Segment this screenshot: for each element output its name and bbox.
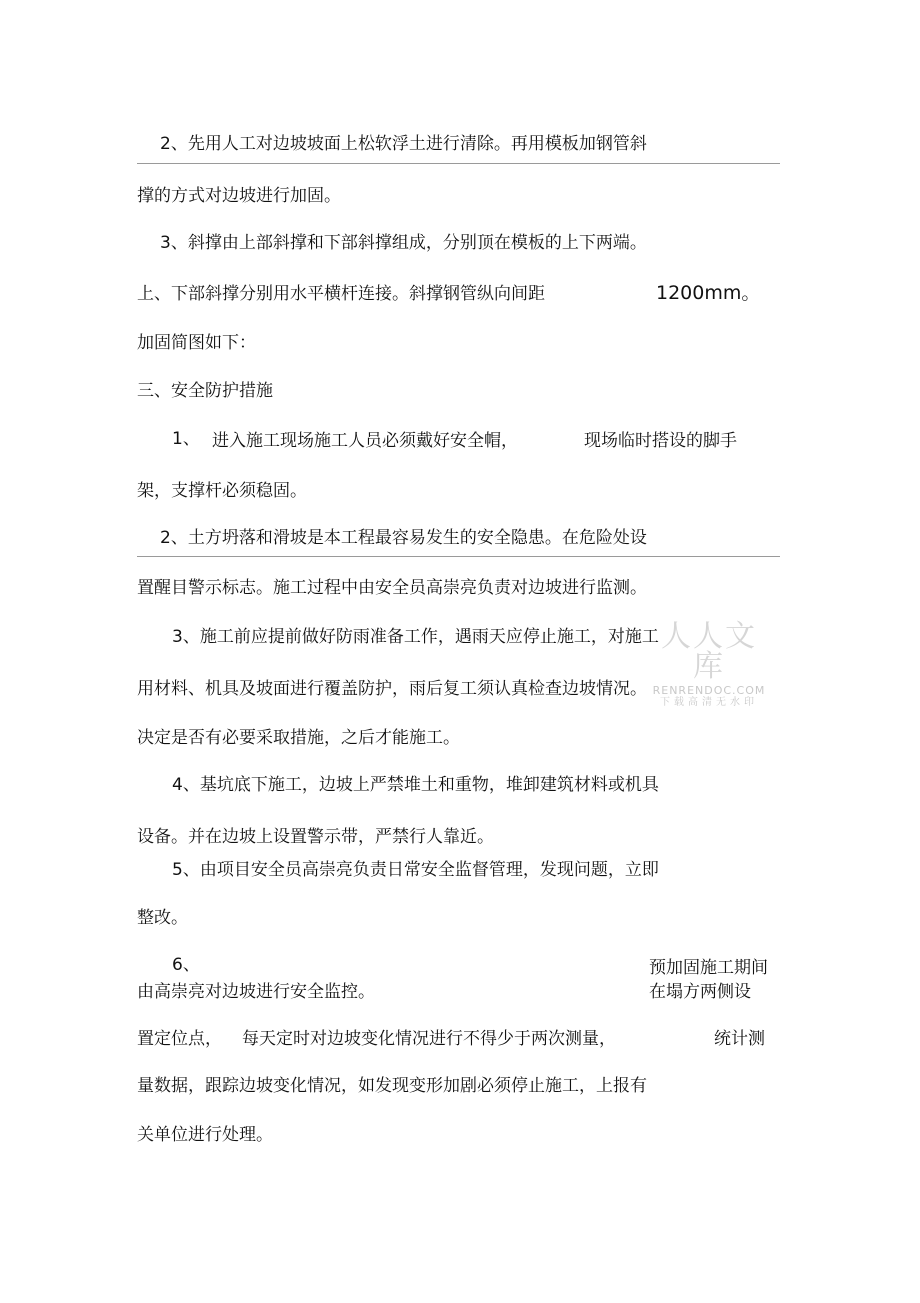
- item-4-line-1: 4、基坑底下施工，边坡上严禁堆土和重物，堆卸建筑材料或机具: [172, 775, 659, 795]
- diagram-caption: 加固简图如下：: [137, 333, 256, 353]
- item-1-text-b: 现场临时搭设的脚手: [584, 431, 737, 451]
- item-6-line-3: 量数据，跟踪边坡变化情况，如发现变形加剧必须停止施工，上报有: [137, 1076, 647, 1096]
- divider-line: [137, 556, 780, 557]
- para-2-line-2: 撑的方式对边坡进行加固。: [137, 186, 341, 206]
- item-1-text-a: 进入施工现场施工人员必须戴好安全帽，: [212, 431, 518, 451]
- item-6-line-2a: 置定位点，: [137, 1029, 222, 1049]
- section-heading: 三、安全防护措施: [137, 381, 273, 401]
- watermark-logo: [648, 619, 770, 708]
- para-3-line-2: 上、下部斜撑分别用水平横杆连接。斜撑钢管纵向间距: [137, 284, 545, 304]
- item-6-right-2: 在塌方两侧设: [649, 982, 751, 1002]
- item-6-line-4: 关单位进行处理。: [137, 1125, 273, 1145]
- watermark-title: 人人文库: [661, 619, 757, 684]
- item-5-line-2: 整改。: [137, 908, 188, 928]
- item-6-line-1: 由高崇亮对边坡进行安全监控。: [137, 982, 375, 1002]
- item-1-text-c: 架，支撑杆必须稳固。: [137, 481, 307, 501]
- para-3-line-1: 3、斜撑由上部斜撑和下部斜撑组成，分别顶在模板的上下两端。: [160, 233, 647, 253]
- spacing-value: 1200mm。: [656, 282, 761, 304]
- item-2-line-1: 2、土方坍落和滑坡是本工程最容易发生的安全隐患。在危险处设: [160, 528, 647, 548]
- item-3-line-3: 决定是否有必要采取措施，之后才能施工。: [137, 728, 460, 748]
- watermark-url: RENRENDOC.COM: [652, 684, 766, 697]
- item-6-right-1: 预加固施工期间: [649, 958, 768, 978]
- divider-line: [137, 163, 780, 164]
- item-3-line-2: 用材料、机具及坡面进行覆盖防护，雨后复工须认真检查边坡情况。: [137, 679, 647, 699]
- item-6-line-2b: 每天定时对边坡变化情况进行不得少于两次测量，: [242, 1029, 616, 1049]
- watermark-subtitle: 下载高清无水印: [660, 697, 758, 708]
- item-6-line-2c: 统计测: [714, 1029, 765, 1049]
- item-4-line-2: 设备。并在边坡上设置警示带，严禁行人靠近。: [137, 827, 494, 847]
- item-3-line-1: 3、施工前应提前做好防雨准备工作，遇雨天应停止施工，对施工: [172, 627, 659, 647]
- item-1-number: 1、: [172, 429, 200, 449]
- para-2-line-1: 2、先用人工对边坡坡面上松软浮土进行清除。再用模板加钢管斜: [160, 134, 647, 154]
- item-2-line-2: 置醒目警示标志。施工过程中由安全员高崇亮负责对边坡进行监测。: [137, 578, 647, 598]
- item-5-line-1: 5、由项目安全员高崇亮负责日常安全监督管理，发现问题，立即: [172, 860, 659, 880]
- item-6-number: 6、: [172, 955, 200, 975]
